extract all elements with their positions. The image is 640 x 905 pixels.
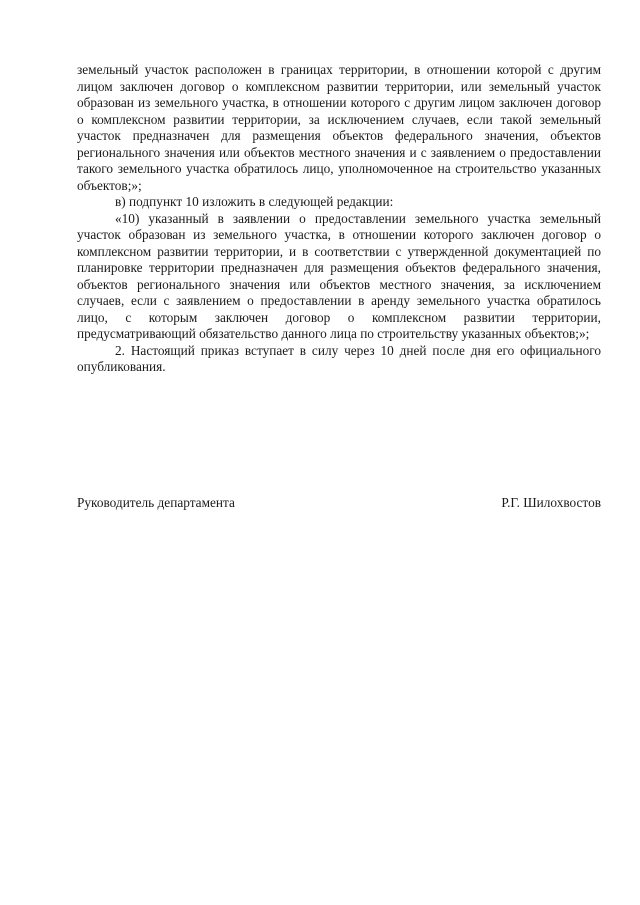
paragraph-continuation: земельный участок расположен в границах территории, в отношении которой с другим лицом заключен договор о комплексном развитии территории, или земельный участок образован из земельного участка, в отношении которого с другим лицом заключен договор о комплексном развитии территории, за исключением случаев, если такой земельный участок предназначен для размещения объектов федерального значения, объектов регионального значения или объектов местного значения и с заявлением о предоставлении такого земельного участка обратилось лицо, уполномоченное на строительство указанных объектов;»; (77, 62, 601, 193)
signatory-position: Руководитель департамента (77, 495, 235, 510)
signature-block (77, 495, 601, 512)
paragraph-effective-date: 2. Настоящий приказ вступает в силу через 10 дней после дня его официального опубликования. (77, 342, 601, 374)
paragraph-subitem-v: в) подпункт 10 изложить в следующей редакции: (115, 194, 394, 209)
document-body (77, 62, 601, 376)
paragraph-subitem-10: «10) указанный в заявлении о предоставлении земельного участка земельный участок образован из земельного участка, в отношении которого заключен договор о комплексном развитии территории, и в соответствии с утвержденной документацией по планировке территории предназначен для размещения объектов федерального значения, объектов регионального значения или объектов местного значения, за исключением случаев, если с заявлением о предоставлении в аренду земельного участка обратилось лицо, с которым заключен договор о комплексном развитии территории, предусматривающий обязательство данного лица по строительству указанных объектов;»; (77, 210, 601, 341)
signatory-name: Р.Г. Шилохвостов (501, 495, 601, 510)
